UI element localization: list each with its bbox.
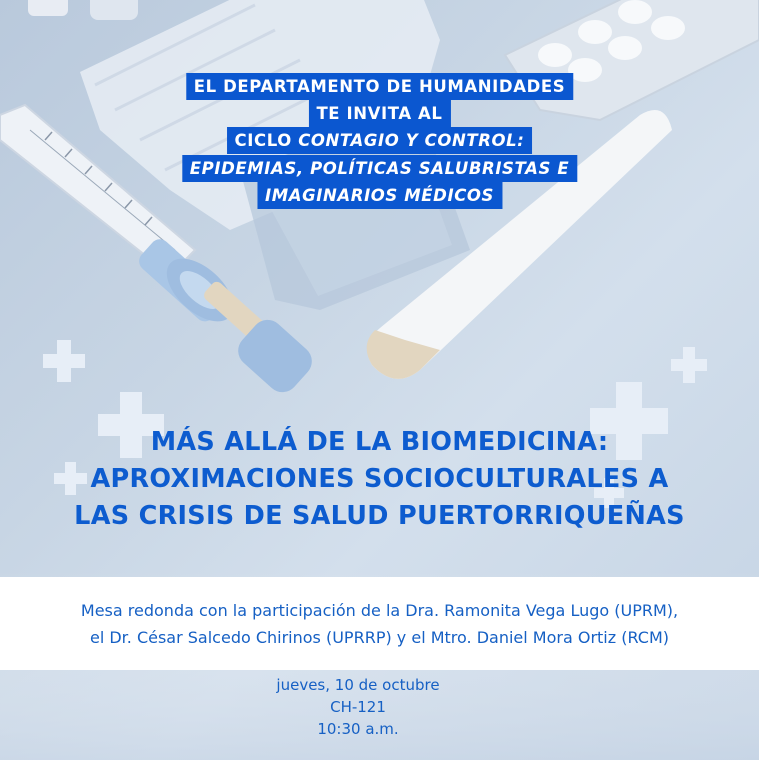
banner-line-3-italic: CONTAGIO Y CONTROL: (298, 131, 525, 150)
event-date: jueves, 10 de octubre (276, 676, 440, 694)
banner-line-1: EL DEPARTAMENTO DE HUMANIDADES (186, 73, 573, 100)
participants-line-2: el Dr. César Salcedo Chirinos (UPRRP) y el Mtro. Daniel Mora Ortiz (RCM) (89, 628, 670, 647)
banner-line-4: EPIDEMIAS, POLÍTICAS SALUBRISTAS E (182, 155, 577, 182)
participants-line-1: Mesa redonda con la participación de la Dra. Ramonita Vega Lugo (UPRM), (80, 601, 679, 620)
banner-line-3-prefix: CICLO (234, 131, 299, 150)
banner-line-3 (227, 127, 533, 154)
event-time: 10:30 a.m. (317, 720, 399, 738)
participants-text (0, 597, 759, 651)
banner-line-2: TE INVITA AL (308, 100, 450, 127)
event-title-line-1: MÁS ALLÁ DE LA BIOMEDICINA: (150, 427, 609, 457)
event-title (0, 424, 759, 535)
event-title-line-3: LAS CRISIS DE SALUD PUERTORRIQUEÑAS (74, 501, 685, 531)
banner-line-5: IMAGINARIOS MÉDICOS (257, 182, 502, 209)
participants-panel (0, 577, 759, 670)
event-room: CH-121 (330, 698, 386, 716)
event-details (258, 674, 458, 740)
event-title-line-2: APROXIMACIONES SOCIOCULTURALES A (90, 464, 669, 494)
